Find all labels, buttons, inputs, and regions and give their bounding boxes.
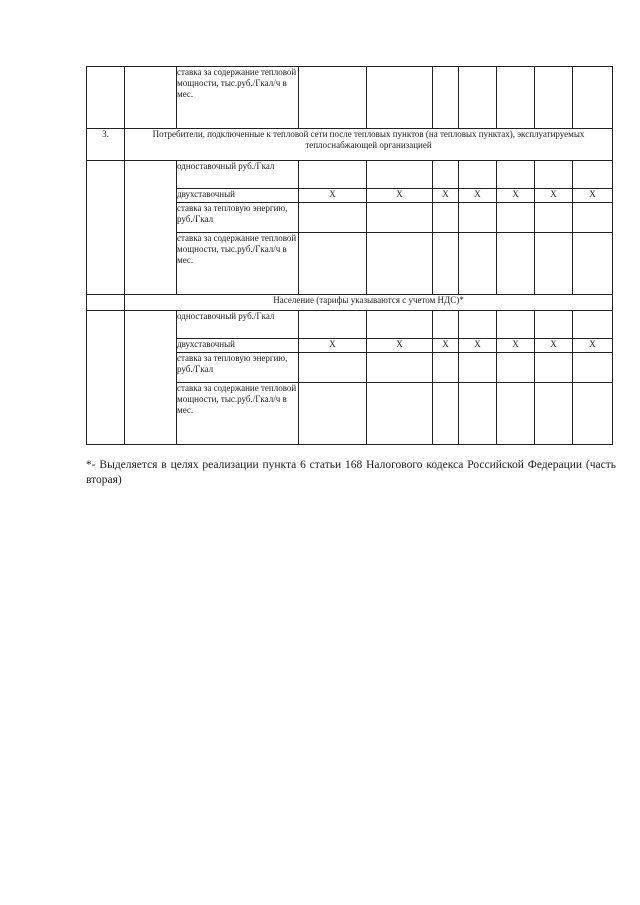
footnote: *- Выделяется в целях реализации пункта 6 статьи 168 Налогового кодекса Российской Федерации (часть вторая) (86, 459, 616, 486)
x-mark: Х (573, 189, 613, 203)
x-mark: Х (433, 339, 459, 353)
section-number: 3. (87, 129, 125, 161)
table-row (87, 311, 613, 339)
row-label: ставка за тепловую энергию, руб./Гкал (177, 353, 299, 383)
row-label: одноставочный руб./Гкал (177, 311, 299, 339)
x-mark: Х (573, 339, 613, 353)
row-label: двухставочный (177, 339, 299, 353)
row-label: одноставочный руб./Гкал (177, 161, 299, 189)
row-label: двухставочный (177, 189, 299, 203)
x-mark: Х (535, 189, 573, 203)
x-mark: Х (367, 339, 433, 353)
table-row (87, 161, 613, 189)
x-mark: Х (299, 339, 367, 353)
population-title: Население (тарифы указываются с учетом НДС)* (125, 295, 613, 311)
section-title: Потребители, подключенные к тепловой сети после тепловых пунктов (на тепловых пунктах), эксплуатируемых теплоснабжающей организацией (125, 129, 613, 161)
row-label: ставка за тепловую энергию, руб./Гкал (177, 203, 299, 233)
section-header-row (87, 129, 613, 161)
x-mark: Х (299, 189, 367, 203)
subsection-header-row (87, 295, 613, 311)
table-row (87, 67, 613, 129)
row-label: ставка за содержание тепловой мощности, тыс.руб./Гкал/ч в мес. (177, 383, 299, 445)
tariff-table-frame (86, 66, 612, 445)
row-label: ставка за содержание тепловой мощности, тыс.руб./Гкал/ч в мес. (177, 67, 299, 129)
x-mark: Х (497, 189, 535, 203)
x-mark: Х (497, 339, 535, 353)
row-label: ставка за содержание тепловой мощности, тыс.руб./Гкал/ч в мес. (177, 233, 299, 295)
x-mark: Х (459, 189, 497, 203)
x-mark: Х (367, 189, 433, 203)
x-mark: Х (459, 339, 497, 353)
x-mark: Х (535, 339, 573, 353)
tariff-table (86, 66, 613, 445)
x-mark: Х (433, 189, 459, 203)
